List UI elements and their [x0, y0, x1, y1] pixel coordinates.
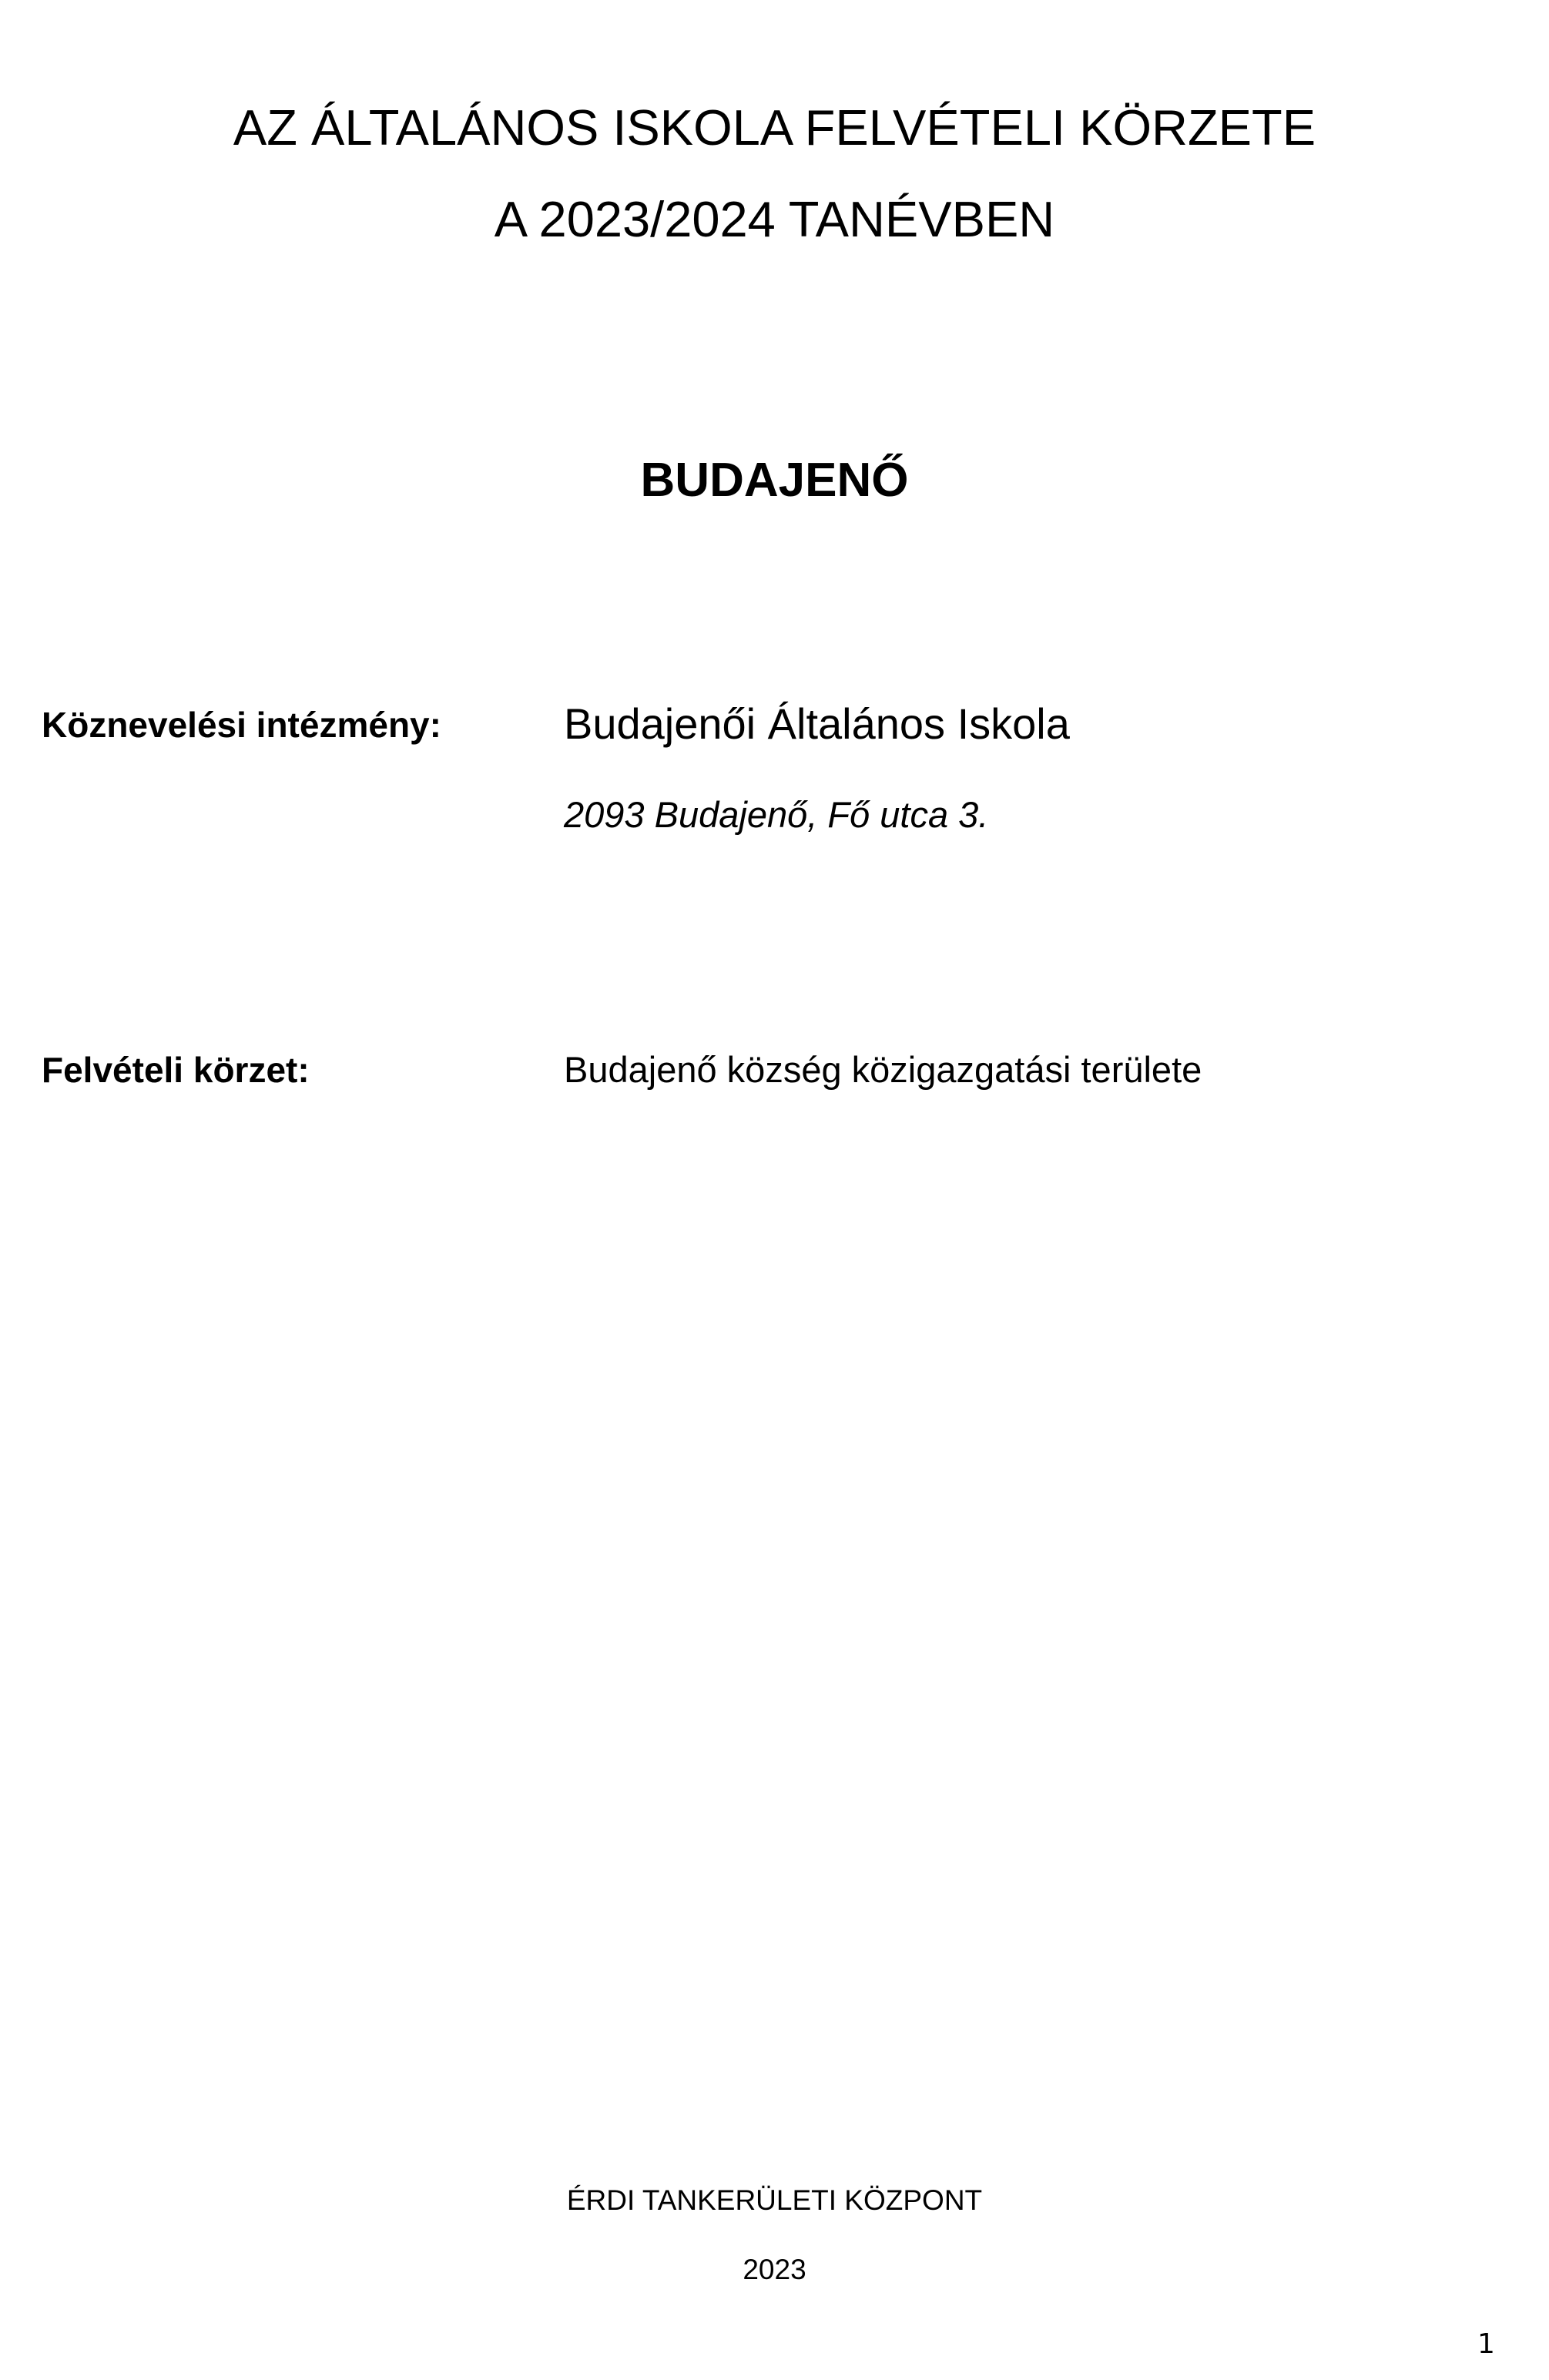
institution-address: 2093 Budajenő, Fő utca 3.: [564, 794, 989, 835]
footer-year: 2023: [743, 2254, 806, 2285]
institution-label: Köznevelési intézmény:: [42, 705, 441, 745]
document-title-line-2: A 2023/2024 TANÉVBEN: [494, 191, 1055, 247]
document-title-line-1: AZ ÁLTALÁNOS ISKOLA FELVÉTELI KÖRZETE: [233, 99, 1316, 156]
institution-name: Budajenői Általános Iskola: [564, 699, 1070, 748]
district-label: Felvételi körzet:: [42, 1050, 310, 1090]
footer-organization: ÉRDI TANKERÜLETI KÖZPONT: [566, 2184, 983, 2216]
page-number: 1: [1477, 2328, 1495, 2360]
settlement-heading: BUDAJENŐ: [640, 454, 909, 507]
district-value: Budajenő község közigazgatási területe: [564, 1049, 1202, 1090]
